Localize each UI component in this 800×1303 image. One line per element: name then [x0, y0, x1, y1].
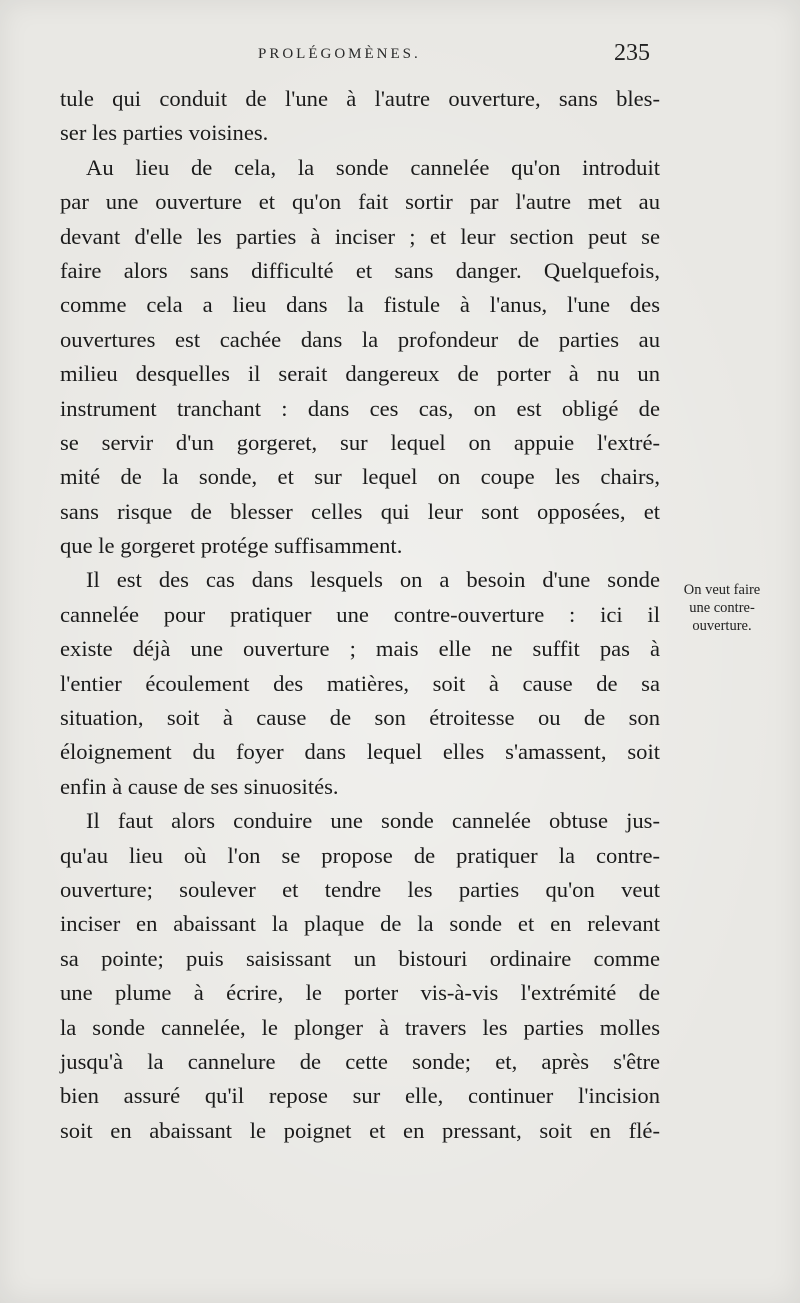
text-line: inciser en abaissant la plaque de la sonde et en relevant	[60, 911, 660, 937]
margin-note-line: On veut faire	[683, 582, 761, 598]
text-line: comme cela a lieu dans la fistule à l'anus, l'une des	[60, 292, 660, 318]
text-line: bien assuré qu'il repose sur elle, continuer l'incision	[60, 1083, 660, 1109]
text-line: se servir d'un gorgeret, sur lequel on appuie l'extré-	[60, 429, 660, 455]
margin-note	[672, 581, 772, 635]
text-line: sa pointe; puis saisissant un bistouri ordinaire comme	[60, 945, 660, 971]
text-line: mité de la sonde, et sur lequel on coupe les chairs,	[60, 464, 660, 490]
text-line: Au lieu de cela, la sonde cannelée qu'on introduit	[86, 154, 660, 180]
text-line: cannelée pour pratiquer une contre-ouverture : ici il	[60, 601, 660, 627]
text-line: ser les parties voisines.	[60, 120, 269, 146]
text-line: l'entier écoulement des matières, soit à cause de sa	[60, 670, 660, 696]
text-line: instrument tranchant : dans ces cas, on est obligé de	[60, 395, 660, 421]
text-line: existe déjà une ouverture ; mais elle ne suffit pas à	[60, 636, 660, 662]
text-line: une plume à écrire, le porter vis-à-vis l'extrémité de	[60, 980, 660, 1006]
text-line: jusqu'à la cannelure de cette sonde; et, après s'être	[60, 1048, 660, 1074]
page-header	[0, 40, 800, 80]
margin-note-line: une contre-	[689, 600, 755, 616]
margin-note-line: ouverture.	[692, 618, 752, 634]
text-line: par une ouverture et qu'on fait sortir par l'autre met au	[60, 189, 660, 215]
text-line: faire alors sans difficulté et sans danger. Quelquefois,	[60, 257, 660, 283]
text-line: qu'au lieu où l'on se propose de pratiquer la contre-	[60, 842, 660, 868]
text-line: ouverture; soulever et tendre les parties qu'on veut	[60, 876, 660, 902]
text-line: soit en abaissant le poignet et en pressant, soit en flé-	[60, 1117, 660, 1143]
text-line: situation, soit à cause de son étroitesse ou de son	[60, 705, 660, 731]
text-line: ouvertures est cachée dans la profondeur de parties au	[60, 326, 660, 352]
body-text	[60, 82, 660, 1148]
text-line: la sonde cannelée, le plonger à travers les parties molles	[60, 1014, 660, 1040]
text-line: Il est des cas dans lesquels on a besoin d'une sonde	[86, 567, 660, 593]
text-line: Il faut alors conduire une sonde cannelée obtuse jus-	[86, 808, 660, 834]
page-number: 235	[614, 40, 650, 66]
text-line: tule qui conduit de l'une à l'autre ouverture, sans bles-	[60, 86, 660, 111]
text-line: sans risque de blesser celles qui leur sont opposées, et	[60, 498, 660, 524]
text-line: devant d'elle les parties à inciser ; et leur section peut se	[60, 223, 660, 249]
text-line: que le gorgeret protége suffisamment.	[60, 533, 403, 559]
text-line: enfin à cause de ses sinuosités.	[60, 773, 339, 799]
text-line: éloignement du foyer dans lequel elles s'amassent, soit	[60, 739, 660, 765]
running-head: PROLÉGOMÈNES.	[258, 46, 421, 62]
text-line: milieu desquelles il serait dangereux de porter à nu un	[60, 361, 660, 387]
